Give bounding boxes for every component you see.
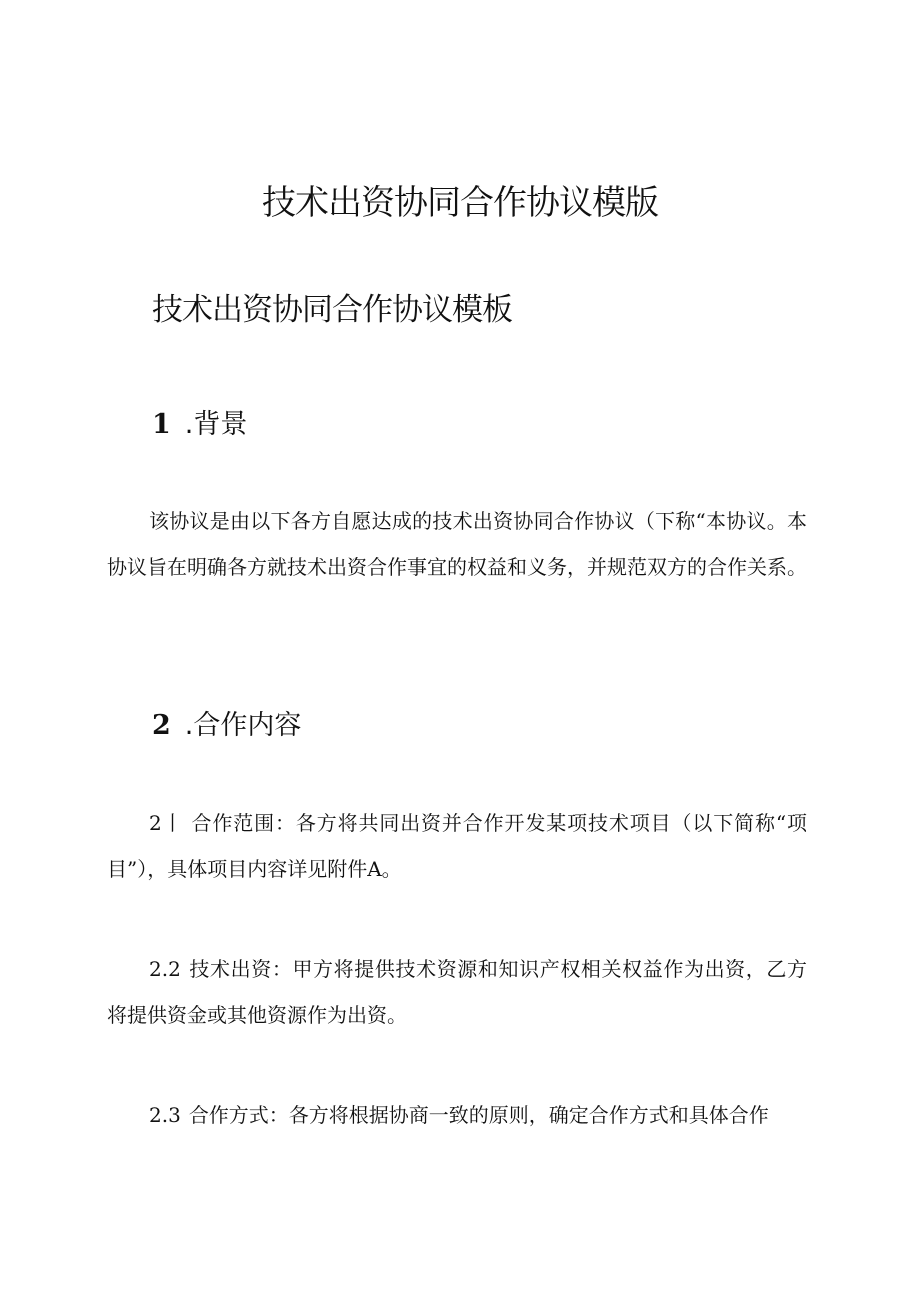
clause-text: 技术出资：甲方将提供技术资源和知识产权相关权益作为出资，乙方将提供资金或其他资源作为出资。 (107, 957, 807, 1027)
clause-number: 2.3 (149, 1103, 181, 1127)
clause-number: 2丨 (149, 811, 184, 835)
document-title: 技术出资协同合作协议模版 (262, 183, 658, 223)
section-heading-text: .合作内容 (184, 710, 302, 741)
section-number: 2 (152, 710, 171, 741)
clause-cooperation-scope (107, 800, 807, 892)
clause-cooperation-method (107, 1092, 807, 1138)
clause-number: 2.2 (149, 957, 181, 981)
clause-technology-investment (107, 946, 807, 1038)
section-heading-background (152, 405, 247, 445)
section-number: 1 (152, 409, 171, 440)
clause-text: 合作范围：各方将共同出资并合作开发某项技术项目（以下简称“项目”），具体项目内容详见附件A。 (107, 811, 807, 881)
section-heading-text: .背景 (184, 409, 248, 440)
document-subtitle: 技术出资协同合作协议模板 (152, 292, 512, 328)
section-heading-cooperation-content (152, 706, 301, 746)
clause-text: 合作方式：各方将根据协商一致的原则，确定合作方式和具体合作 (188, 1103, 769, 1127)
background-paragraph: 该协议是由以下各方自愿达成的技术出资协同合作协议（下称“本协议。本协议旨在明确各方就技术出资合作事宜的权益和义务，并规范双方的合作关系。 (107, 509, 807, 579)
